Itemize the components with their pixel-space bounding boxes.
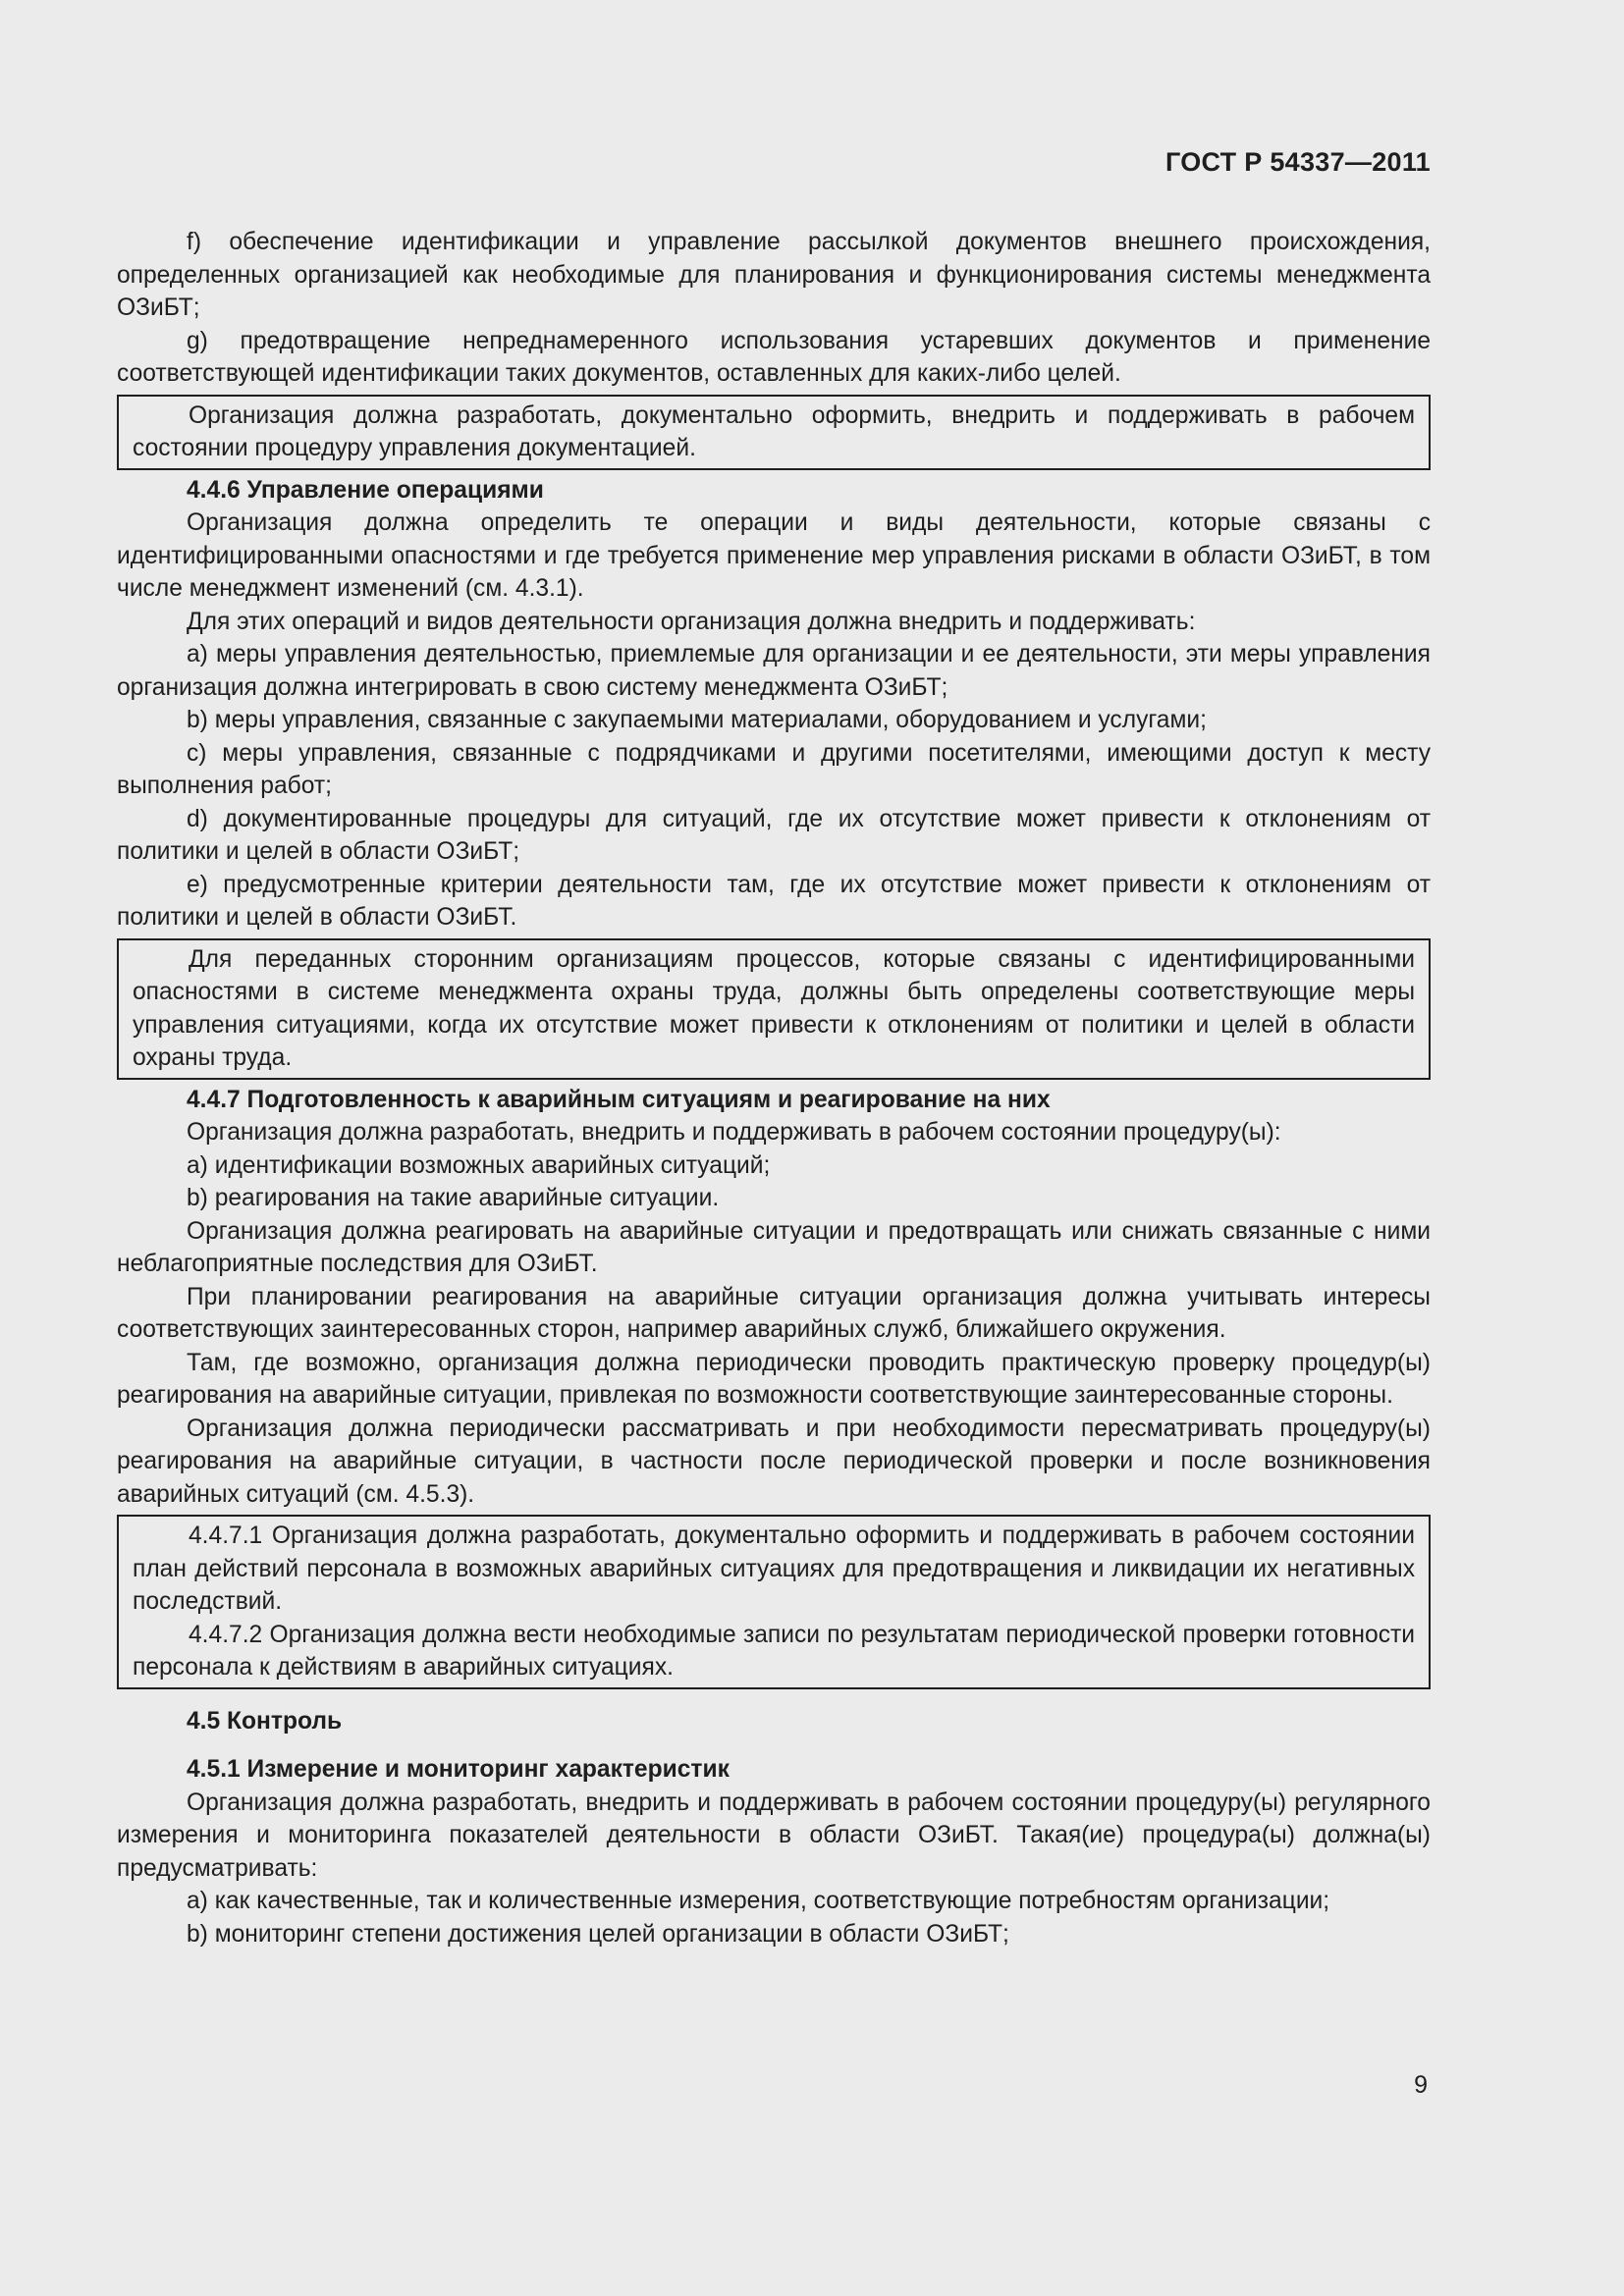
framed-requirement (117, 938, 1431, 1080)
framed-paragraph: 4.4.7.1 Организация должна разработать, документально оформить и поддерживать в рабочем состоянии план действий персонала в возможных аварийных ситуациях для предотвращения и ликвидации их негативных последствий. (133, 1522, 1415, 1615)
paragraph: При планировании реагирования на аварийные ситуации организация должна учитывать интересы соответствующих заинтересованных сторон, например аварийных служб, ближайшего окружения. (117, 1283, 1431, 1343)
section-heading: 4.4.6 Управление операциями (187, 476, 544, 504)
document-body (117, 226, 1431, 1950)
paragraph: Организация должна периодически рассматривать и при необходимости пересматривать процедуру(ы) реагирования на аварийные ситуации, в частности после периодической проверки и после возникновения аварийных ситуаций (см. 4.5.3). (117, 1415, 1431, 1508)
paragraph: f) обеспечение идентификации и управление рассылкой документов внешнего происхождения, определенных организацией как необходимые для планирования и функционирования системы менеджмента ОЗиБТ; (117, 229, 1431, 321)
list-item: а) как качественные, так и количественные измерения, соответствующие потребностям организации; (187, 1888, 1330, 1914)
page-number: 9 (1414, 2071, 1428, 2099)
list-item: c) меры управления, связанные с подрядчиками и другими посетителями, имеющими доступ к месту выполнения работ; (117, 739, 1431, 799)
paragraph: Организация должна определить те операции и виды деятельности, которые связаны с идентифицированными опасностями и где требуется применение мер управления рисками в области ОЗиБТ, в том числе менеджмент изменений (см. 4.3.1). (117, 509, 1431, 602)
paragraph: g) предотвращение непреднамеренного использования устаревших документов и применение соответствующей идентификации таких документов, оставленных для каких-либо целей. (117, 327, 1431, 387)
list-item: b) мониторинг степени достижения целей организации в области ОЗиБТ; (187, 1920, 1009, 1948)
framed-requirement (117, 395, 1431, 470)
section-heading: 4.5.1 Измерение и мониторинг характеристик (187, 1756, 730, 1783)
paragraph: Организация должна разработать, внедрить и поддерживать в рабочем состоянии процедуру(ы): (187, 1119, 1281, 1146)
paragraph: Для этих операций и видов деятельности организация должна внедрить и поддерживать: (187, 608, 1196, 635)
list-item: e) предусмотренные критерии деятельности там, где их отсутствие может привести к отклонениям от политики и целей в области ОЗиБТ. (117, 871, 1431, 931)
framed-paragraph: Для переданных сторонним организациям процессов, которые связаны с идентифицированными опасностями в системе менеджмента охраны труда, должны быть определены соответствующие меры управления ситуациями, когда их отсутствие может привести к отклонениям от политики и целей в области охраны труда. (133, 945, 1415, 1071)
paragraph: Там, где возможно, организация должна периодически проводить практическую проверку процедур(ы) реагирования на аварийные ситуации, привлекая по возможности соответствующие заинтересованные стороны. (117, 1349, 1431, 1409)
list-item: b) реагирования на такие аварийные ситуации. (187, 1185, 720, 1211)
section-heading: 4.5 Контроль (187, 1707, 343, 1735)
list-item: а) меры управления деятельностью, приемлемые для организации и ее деятельности, эти меры управления организация должна интегрировать в свою систему менеджмента ОЗиБТ; (117, 641, 1431, 701)
list-item: а) идентификации возможных аварийных ситуаций; (187, 1151, 771, 1179)
list-item: d) документированные процедуры для ситуаций, где их отсутствие может привести к отклонениям от политики и целей в области ОЗиБТ; (117, 805, 1431, 865)
list-item: b) меры управления, связанные с закупаемыми материалами, оборудованием и услугами; (187, 707, 1207, 733)
document-header: ГОСТ Р 54337—2011 (1164, 147, 1431, 177)
framed-paragraph: 4.4.7.2 Организация должна вести необходимые записи по результатам периодической проверки готовности персонала к действиям в аварийных ситуациях. (133, 1621, 1415, 1681)
paragraph: Организация должна реагировать на аварийные ситуации и предотвращать или снижать связанные с ними неблагоприятные последствия для ОЗиБТ. (117, 1217, 1431, 1277)
section-heading: 4.4.7 Подготовленность к аварийным ситуациям и реагирование на них (187, 1086, 1051, 1113)
framed-requirement (117, 1515, 1431, 1689)
paragraph: Организация должна разработать, внедрить и поддерживать в рабочем состоянии процедуру(ы) регулярного измерения и мониторинга показателей деятельности в области ОЗиБТ. Такая(ие) процедура(ы) должна(ы) предусматривать: (117, 1789, 1431, 1882)
framed-paragraph: Организация должна разработать, документально оформить, внедрить и поддерживать в рабочем состоянии процедуру управления документацией. (133, 401, 1415, 461)
